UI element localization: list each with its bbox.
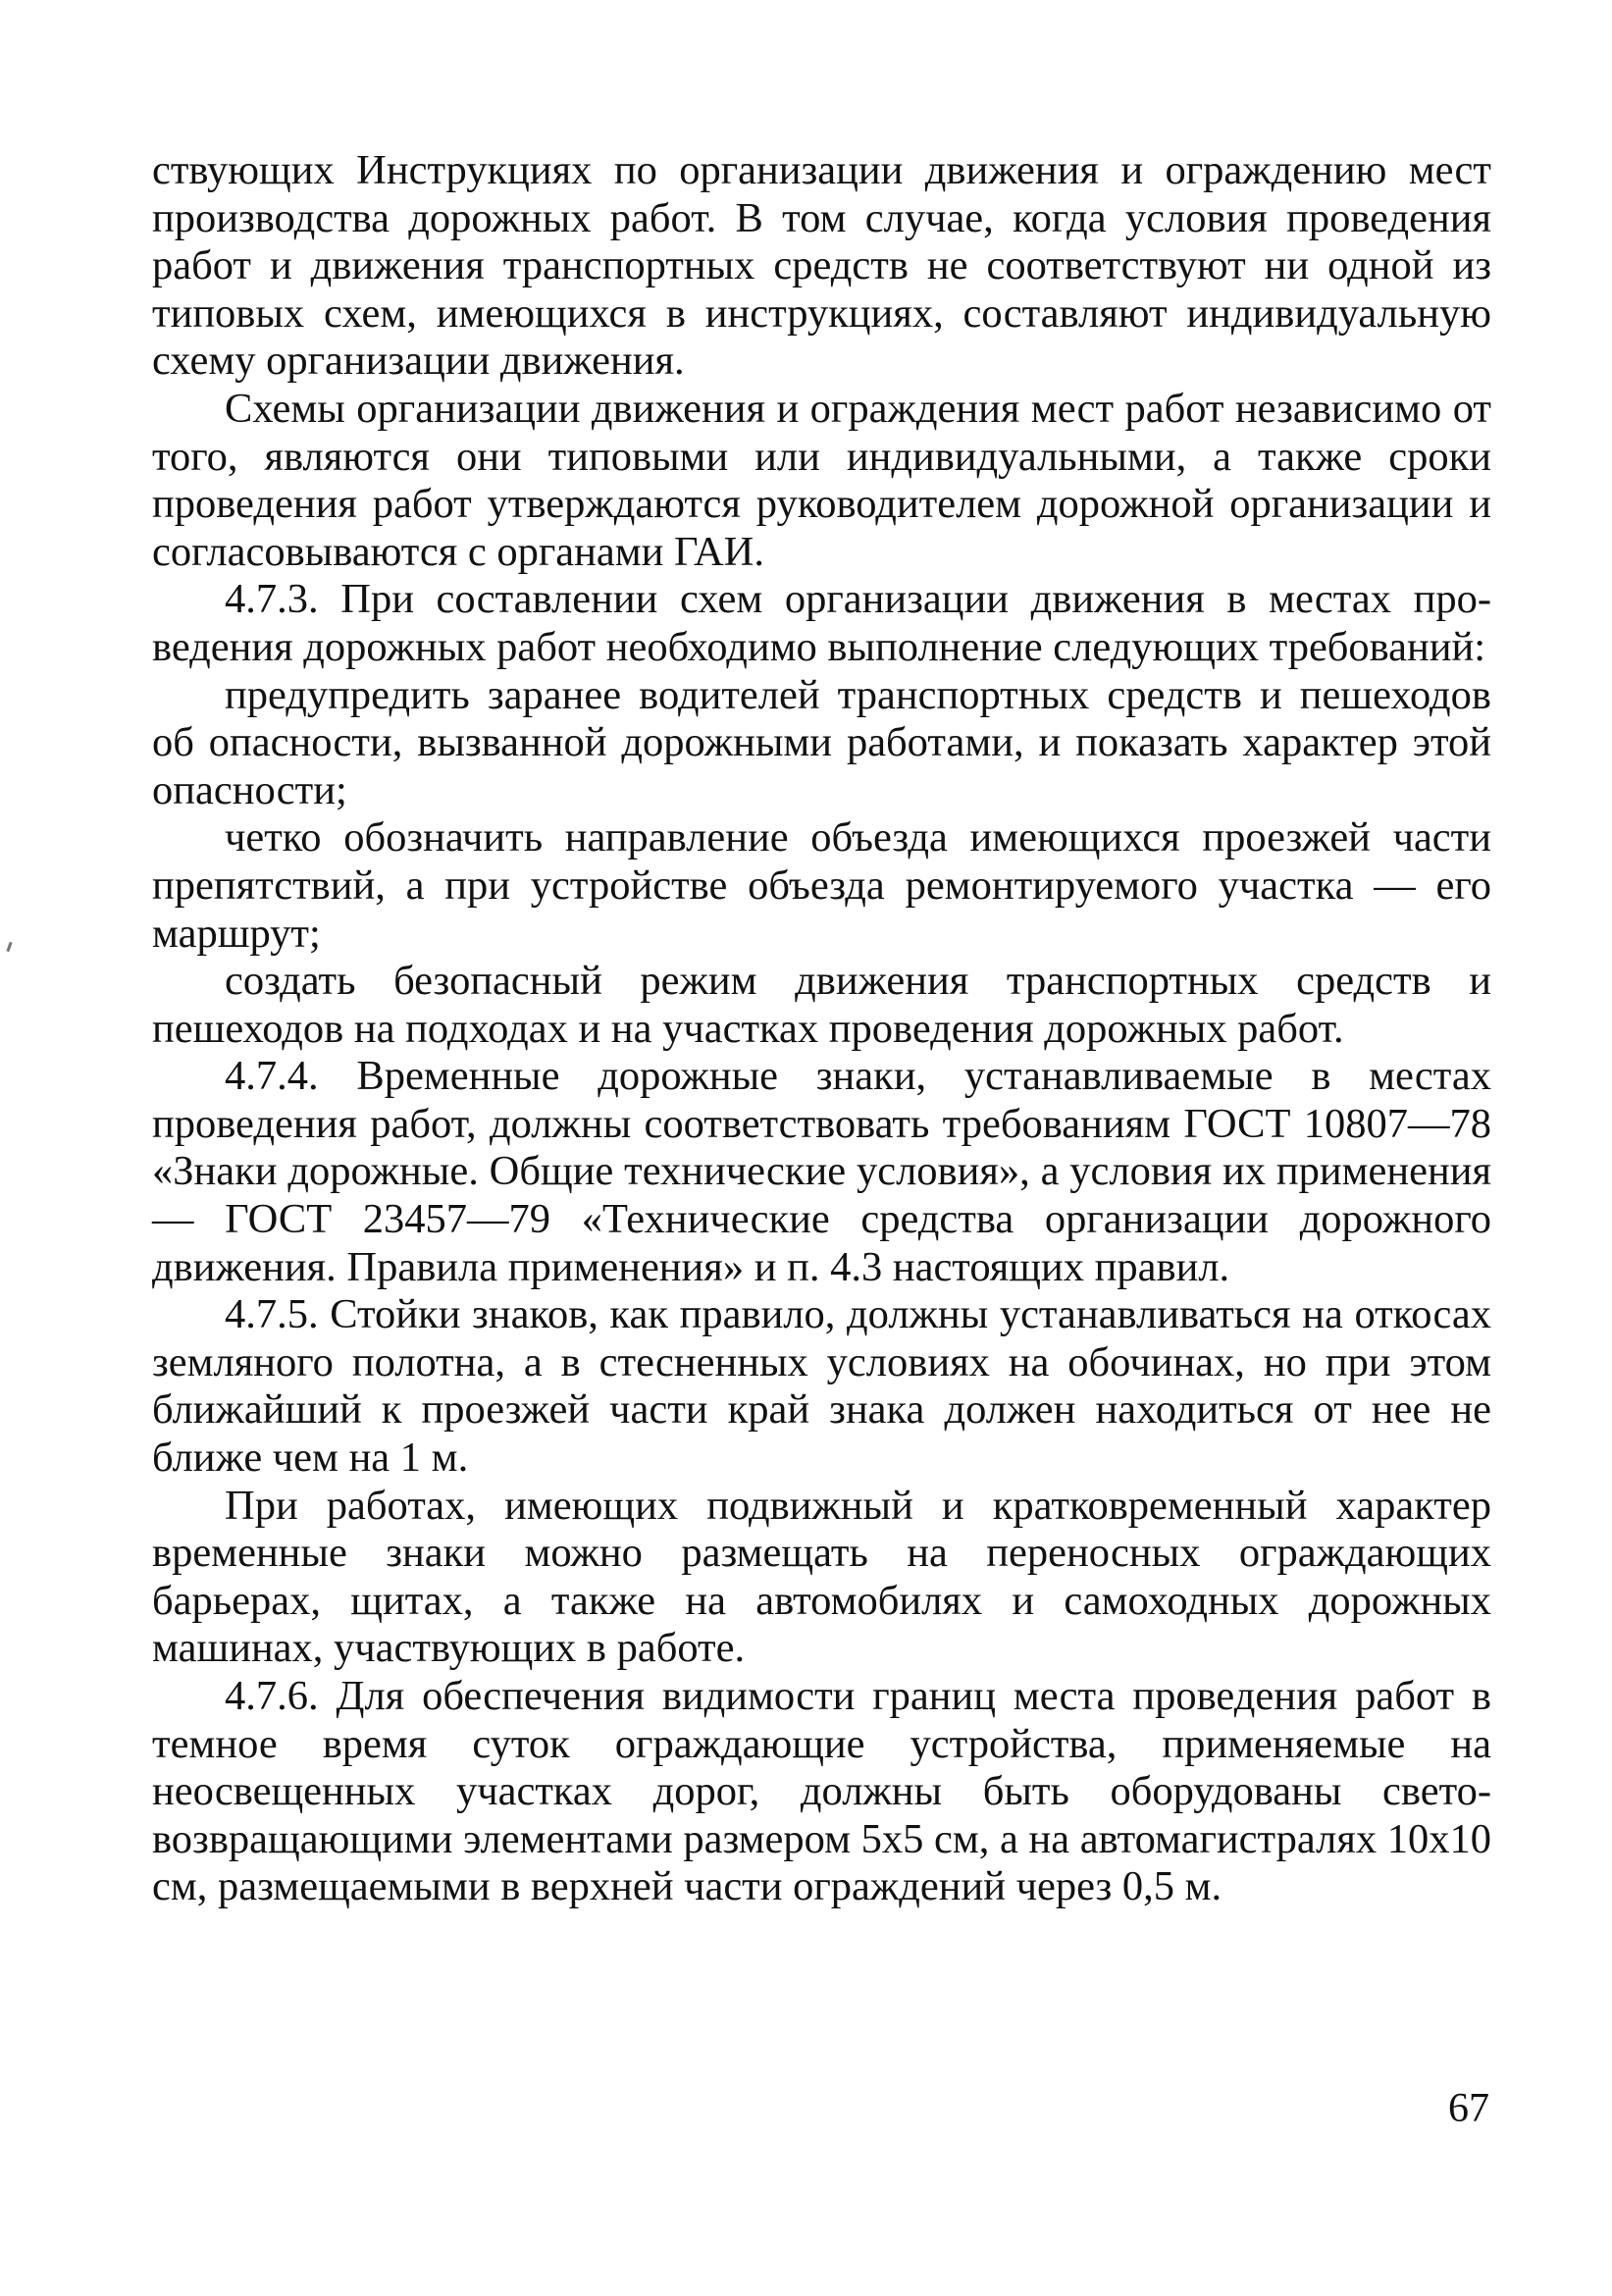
list-item-detour-direction: четко обозначить направление объезда имеющихся проезжей части препятствий, а при устройстве объезда ремонтируемого участка — его маршрут; xyxy=(152,814,1491,957)
paragraph-schemes-approval: Схемы организации движения и ограждения мест работ независимо от того, являются они типовыми или индивидуальными, а также сроки проведения работ утверждаются руководителем дорожной организации и согласовываются с органами ГАИ. xyxy=(152,385,1491,575)
paragraph-4-7-4: 4.7.4. Временные дорожные знаки, устанавливаемые в местах проведения работ, должны соответствовать требованиям ГОСТ 10807—78 «Знаки дорожные. Общие технические условия», а условия их применения — ГОСТ 23457—79 «Технические средства организации дорожного движения. Правила применения» и п. 4.3 настоящих правил. xyxy=(152,1053,1491,1290)
paragraph-continuation: ствующих Инструкциях по организации движения и ограждению мест производства дорожных работ. В том случае, когда условия проведения работ и движения транспортных средств не соответствуют ни одной из типовых схем, имеющихся в инструкциях, составляют индивидуальную схему организации движения. xyxy=(152,147,1491,385)
list-item-safe-mode: создать безопасный режим движения транспортных средств и пешеходов на подходах и на участках проведения дорожных работ. xyxy=(152,958,1491,1052)
paragraph-temporary-signs: При работах, имеющих подвижный и кратковременный характер временные знаки можно размещать на переносных ограждающих барьерах, щитах, а также на автомобилях и самоходных дорожных машинах, участвующих в работе. xyxy=(152,1482,1491,1672)
paragraph-4-7-5: 4.7.5. Стойки знаков, как правило, должны устанавливаться на откосах земляного полотна, а в стесненных условиях на обочинах, но при этом ближайший к проезжей части край знака должен находиться от нее не ближе чем на 1 м. xyxy=(152,1291,1491,1482)
scan-speck xyxy=(6,942,12,952)
list-item-warn-drivers: предупредить заранее водителей транспортных средств и пешеходов об опасности, вызванной дорожными работами, и показать характер этой опасности; xyxy=(152,671,1491,813)
paragraph-4-7-6: 4.7.6. Для обеспечения видимости границ места проведения работ в темное время суток ограждающие устройства, применяемые на неосвещенных участках дорог, должны быть оборудованы световозвращающими элементами размером 5x5 см, а на автомагистралях 10x10 см, размещаемыми в верхней части ограждений через 0,5 м. xyxy=(152,1673,1492,1910)
paragraph-4-7-3: 4.7.3. При составлении схем организации движения в местах проведения дорожных работ необходимо выполнение следующих требований: xyxy=(152,576,1491,670)
page-number: 67 xyxy=(1448,2086,1489,2131)
page-body xyxy=(152,147,1491,1911)
